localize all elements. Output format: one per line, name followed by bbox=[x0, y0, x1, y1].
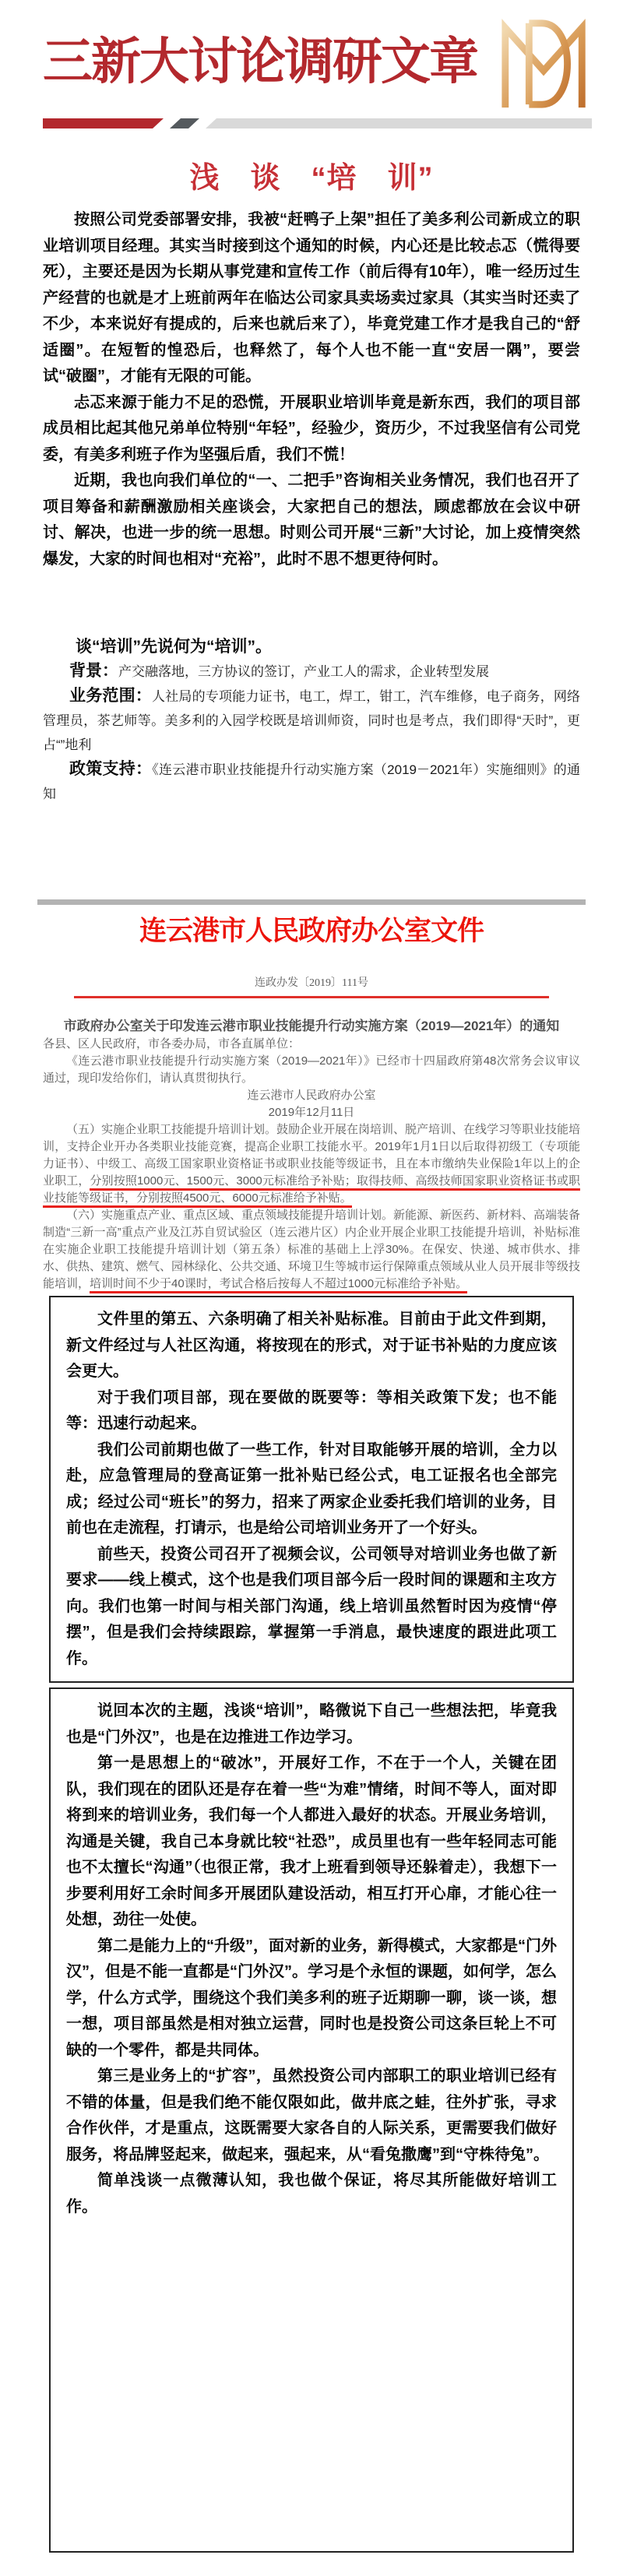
gov-body-paragraph: 《连云港市职业技能提升行动实施方案（2019—2021年）》已经市十四届政府第48次常务会议审议通过，现印发给你们，请认真贯彻执行。 bbox=[43, 1054, 580, 1085]
box-paragraph: 对于我们项目部，现在要做的既要等：等相关政策下发；也不能等：迅速行动起来。 bbox=[66, 1388, 557, 1432]
gov-item-6 bbox=[43, 1207, 580, 1293]
info-policy bbox=[43, 757, 580, 806]
gov-item-5 bbox=[43, 1121, 580, 1207]
box-paragraph: 简单浅谈一点微薄认知，我也做个保证，将尽其所能做好培训工作。 bbox=[66, 2172, 557, 2215]
article-paragraph: 忐忑来源于能力不足的恐慌，开展职业培训毕竟是新东西，我们的项目部成员相比起其他兄弟单位特别“年轻”，经验少，资历少，不过我坚信有公司党委，有美多利班子作为坚强后盾，我们不慌！ bbox=[43, 393, 580, 463]
article-paragraph: 按照公司党委部署安排，我被“赶鸭子上架”担任了美多利公司新成立的职业培训项目经理。其实当时接到这个通知的时候，内心还是比较忐忑（慌得要死），主要还是因为长期从事党建和宣传工作（前后得有10年），唯一经历过生产经营的也就是才上班前两年在临达公司家具卖场卖过家具（其实当时还卖了不少，本来说好有提成的，后来也就后来了），毕竟党建工作才是我自己的“舒适圈”。在短暂的惶恐后，也释然了，每个人也不能一直“安居一隅”，要尝试“破圈”，才能有无限的可能。 bbox=[43, 211, 580, 385]
box-paragraph: 第一是思想上的“破冰”，开展好工作，不在于一个人，关键在团队，我们现在的团队还是存在着一些“为难”情绪，时间不等人，面对即将到来的培训业务，我们每一个人都进入最好的状态。开展业务培训，沟通是关键，我自己本身就比较“社恐”，成员里也有一些年轻同志可能也不太擅长“沟通”（也很正常，我才上班看到领导还躲着走），我想下一步要利用好工余时间多开展团队建设活动，相互打开心扉，才能心往一处想，劲往一处使。 bbox=[66, 1754, 557, 1928]
gov-date: 2019年12月11日 bbox=[268, 1106, 355, 1119]
decor-red-segment bbox=[43, 118, 164, 128]
info-background-label: 背景： bbox=[69, 662, 118, 680]
article-body bbox=[43, 207, 580, 572]
gov-issuer: 连云港市人民政府办公室 bbox=[247, 1089, 376, 1102]
info-policy-label: 政策支持： bbox=[69, 760, 153, 778]
article-title: 浅 谈 “培 训” bbox=[189, 162, 434, 195]
page-header-title: 三新大讨论调研文章 bbox=[43, 33, 477, 90]
gov-salutation: 各县、区人民政府，市各委办局，市各直属单位： bbox=[43, 1037, 301, 1050]
box-paragraph: 第三是业务上的“扩容”，虽然投资公司内部职工的职业培训已经有不错的体量，但是我们绝不能仅限如此，做井底之蛙，往外扩张，寻求合作伙伴，才是重点，这既需要大家各自的人际关系，更需要我们做好服务，将品牌竖起来，做起来，强起来，从“看兔撒鹰”到“守株待兔”。 bbox=[66, 2067, 557, 2163]
box-paragraph: 前些天，投资公司召开了视频会议，公司领导对培训业务也做了新要求——线上模式，这个也是我们项目部今后一段时间的课题和主攻方向。我们也第一时间与相关部门沟通，线上培训虽然暂时因为疫情“停摆”，但是我们会持续跟踪，掌握第一手消息，最快速度的跟进此项工作。 bbox=[66, 1545, 557, 1667]
box-paragraph: 第二是能力上的“升级”，面对新的业务，新得模式，大家都是“门外汉”，但是不能一直都是“门外汉”。学习是个永恒的课题，如何学，怎么学，什么方式学，围绕这个我们美多利的班子近期聊一聊，谈一谈，想一想，项目部虽然是相对独立运营，同时也是投资公司这条巨轮上不可缺的一个零件，都是共同体。 bbox=[66, 1937, 557, 2059]
box-paragraph: 我们公司前期也做了一些工作，针对目取能够开展的培训，全力以赴，应急管理局的登高证第一批补贴已经公式，电工证报名也全部完成；经过公司“班长”的努力，招来了两家企业委托我们培训的业务，目前也在走流程，打请示，也是给公司培训业务开了一个好头。 bbox=[66, 1441, 557, 1536]
info-background bbox=[43, 659, 580, 684]
md-monogram-logo-icon bbox=[495, 12, 595, 112]
info-background-text: 产交融落地，三方协议的签订，产业工人的需求，企业转型发展 bbox=[118, 664, 489, 679]
gov-item-6-text: （六）实施重点产业、重点区域、重点领域技能提升培训计划。新能源、新医药、新材料、高端装备制造“三新一高”重点产业及江苏自贸试验区（连云港片区）内企业开展企业职工技能提升培训，补贴标准在实施企业职工技能提升培训计划（第五条）标准的基础上上浮30%。在保安、快递、城市供水、排水、供热、建筑、燃气、园林绿化、公共交通、环境卫生等城市运行保障重点领域从业人员开展非等级技能培训， bbox=[43, 1209, 581, 1290]
decor-light-segment bbox=[206, 118, 592, 128]
comment-box-1 bbox=[49, 1296, 574, 1683]
page-bottom-margin bbox=[0, 2553, 623, 2576]
comment-box-2 bbox=[49, 1687, 574, 2553]
gov-doc-number: 连政办发〔2019〕111号 bbox=[255, 977, 368, 989]
section-subhead: 谈“培训”先说何为“培训”。 bbox=[76, 638, 272, 656]
decor-dark-segment bbox=[170, 118, 199, 128]
gov-item-5-text: （五）实施企业职工技能提升培训计划。鼓励企业开展在岗培训、脱产培训、在线学习等职业技能培训，支持企业开办各类职业技能竞赛，提高企业职工技能水平。2019年1月1日以后取得初级工（专项能力证书）、中级工、高级工国家职业资格证书或职业技能等级证书，且在本市缴纳失业保险1年以上的企业职工， bbox=[43, 1123, 581, 1188]
gov-notice-title: 市政府办公室关于印发连云港市职业技能提升行动实施方案（2019—2021年）的通知 bbox=[63, 1019, 560, 1033]
info-policy-text: 《连云港市职业技能提升行动实施方案（2019－2021年）实施细则》的通知 bbox=[43, 762, 581, 801]
subsidy-underline: 培训时间不少于40课时，考试合格后按每人不超过1000元标准给予补贴。 bbox=[90, 1277, 467, 1293]
box-paragraph: 文件里的第五、六条明确了相关补贴标准。目前由于此文件到期，新文件经过与人社区沟通，将按现在的形式，对于证书补贴的力度应该会更大。 bbox=[66, 1311, 557, 1380]
info-scope-text: 人社局的专项能力证书，电工，焊工，钳工，汽车维修，电子商务，网络管理员，茶艺师等。美多利的入园学校既是培训师资，同时也是考点，我们即得“天时”，更占“”地利 bbox=[43, 689, 581, 752]
gov-gray-divider bbox=[37, 899, 586, 905]
box-paragraph: 说回本次的主题，浅谈“培训”，略微说下自己一些想法把，毕竟我也是“门外汉”，也是在边推进工作边学习。 bbox=[66, 1702, 557, 1746]
article-paragraph: 近期，我也向我们单位的“一、二把手”咨询相关业务情况，我们也召开了项目筹备和薪酬激励相关座谈会，大家把自己的想法，顾虑都放在会议中研讨、解决，也进一步的统一思想。时则公司开展“三新”大讨论，加上疫情突然爆发，大家的时间也相对“充裕”，此时不思不想更待何时。 bbox=[43, 472, 580, 568]
gov-document bbox=[0, 899, 623, 1293]
page-header bbox=[0, 0, 623, 115]
info-scope-label: 业务范围： bbox=[69, 687, 152, 705]
decor-bar bbox=[43, 118, 623, 128]
gov-doc-title: 连云港市人民政府办公室文件 bbox=[139, 916, 484, 946]
info-scope bbox=[43, 684, 580, 757]
gov-red-rule bbox=[74, 996, 549, 998]
gov-doc-body bbox=[43, 1036, 580, 1293]
subsidy-underline: 分别按照1000元、1500元、3000元标准给予补贴；取得技师、高级技师国家职业资格证书或职业技能等级证书，分别按照4500元、6000元标准给予补贴。 bbox=[43, 1174, 580, 1208]
